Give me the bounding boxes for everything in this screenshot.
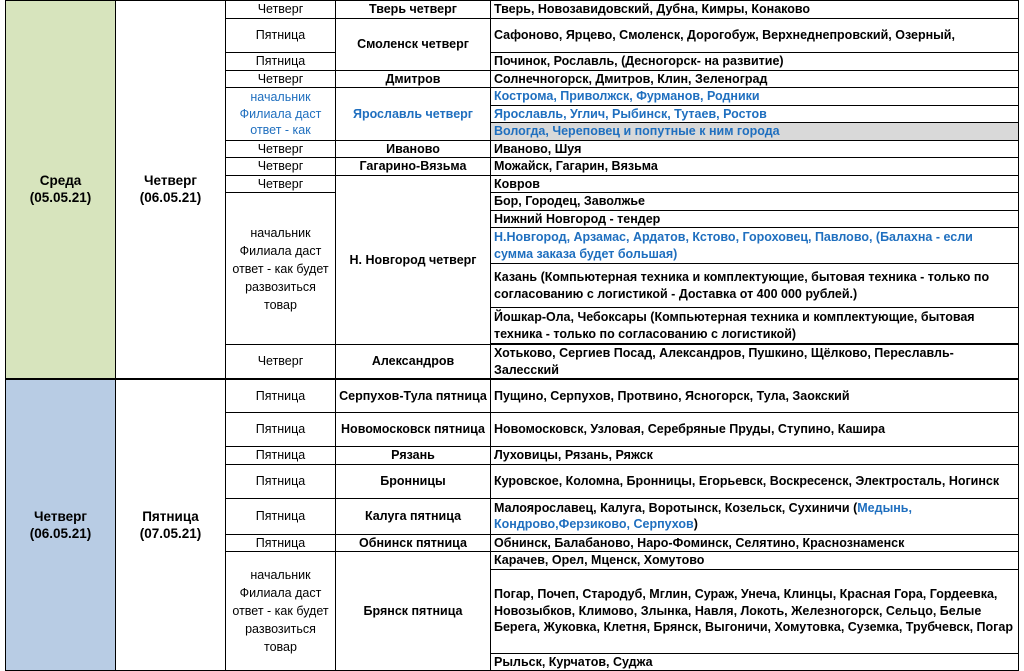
cities-cell: Новомосковск, Узловая, Серебряные Пруды, Ступино, Кашира [491, 413, 1019, 447]
delivery-schedule-table [5, 0, 1019, 671]
cities-highlight-text: Медынь, Кондрово,Ферзиково, Серпухов [494, 500, 912, 531]
route-cell: Новомосковск пятница [336, 413, 491, 447]
route-cell: Серпухов-Тула пятница [336, 379, 491, 413]
ship-cell: Пятница [226, 53, 336, 71]
cities-cell: Можайск, Гагарин, Вязьма [491, 158, 1019, 176]
order-day-label: Среда (05.05.21) [29, 173, 92, 206]
route-cell: Ярославль четверг [336, 88, 491, 141]
cities-cell: Сафоново, Ярцево, Смоленск, Дорогобуж, Верхнеднепровский, Озерный, [491, 19, 1019, 53]
cities-cell: Кострома, Приволжск, Фурманов, Родники [491, 88, 1019, 106]
route-cell: Н. Новгород четверг [336, 175, 491, 345]
ship-cell: Четверг [226, 1, 336, 19]
cities-cell: Обнинск, Балабаново, Наро-Фоминск, Селятино, Краснознаменск [491, 534, 1019, 552]
order-day-label: Четверг (06.05.21) [29, 508, 92, 541]
route-cell: Тверь четверг [336, 1, 491, 19]
cities-cell: Бор, Городец, Заволжье [491, 193, 1019, 211]
ship-cell: Четверг [226, 70, 336, 88]
route-cell: Бронницы [336, 464, 491, 498]
route-cell: Рязань [336, 447, 491, 465]
route-cell: Александров [336, 345, 491, 379]
cities-cell: Карачев, Орел, Мценск, Хомутово [491, 552, 1019, 570]
cities-cell: Ковров [491, 175, 1019, 193]
cities-cell: Рыльск, Курчатов, Суджа [491, 653, 1019, 671]
cities-text: Малоярославец, Калуга, Воротынск, Козельск, Сухиничи ( [494, 500, 858, 515]
ship-day-friday [116, 379, 226, 671]
ship-cell: начальник Филиала даст ответ - как [226, 88, 336, 141]
ship-cell: Четверг [226, 140, 336, 158]
route-cell: Обнинск пятница [336, 534, 491, 552]
order-day-thursday [6, 379, 116, 671]
cities-cell: Казань (Компьютерная техника и комплектующие, бытовая техника - только по согласованию с логистикой - Доставка от 400 000 рублей.) [491, 264, 1019, 308]
route-cell: Калуга пятница [336, 498, 491, 534]
ship-cell: Пятница [226, 464, 336, 498]
route-cell: Смоленск четверг [336, 19, 491, 71]
route-cell: Гагарино-Вязьма [336, 158, 491, 176]
ship-cell: начальник Филиала даст ответ - как будет развозиться товар [226, 193, 336, 345]
ship-cell: Четверг [226, 158, 336, 176]
cities-cell: Починок, Рославль, (Десногорск- на развитие) [491, 53, 1019, 71]
cities-cell: Ярославль, Углич, Рыбинск, Тутаев, Ростов [491, 105, 1019, 123]
cities-cell: Хотьково, Сергиев Посад, Александров, Пушкино, Щёлково, Переславль-Залесский [491, 345, 1019, 379]
ship-cell: Пятница [226, 413, 336, 447]
route-cell: Иваново [336, 140, 491, 158]
order-day-wednesday [6, 1, 116, 379]
ship-day-label: Пятница (07.05.21) [139, 508, 202, 541]
cities-cell: Йошкар-Ола, Чебоксары (Компьютерная техника и комплектующие, бытовая техника - только по согласованию с логистикой) [491, 308, 1019, 344]
cities-cell: Луховицы, Рязань, Ряжск [491, 447, 1019, 465]
cities-cell: Погар, Почеп, Стародуб, Мглин, Сураж, Унеча, Клинцы, Красная Гора, Гордеевка, Новозыбков, Климово, Злынка, Навля, Локоть, Железногорск, Сельцо, Белые Берега, Жуковка, Клетня, Брянск, Выгоничи, Хомутовка, Суземка, Трубчевск, Погар [491, 569, 1019, 653]
ship-cell: начальник Филиала даст ответ - как будет развозиться товар [226, 552, 336, 671]
cities-cell: Н.Новгород, Арзамас, Ардатов, Кстово, Гороховец, Павлово, (Балахна - если сумма заказа будет большая) [491, 228, 1019, 264]
cities-cell: Иваново, Шуя [491, 140, 1019, 158]
cities-cell [491, 498, 1019, 534]
cities-cell: Вологда, Череповец и попутные к ним города [491, 123, 1019, 141]
cities-cell: Нижний Новгород - тендер [491, 210, 1019, 228]
ship-cell: Пятница [226, 534, 336, 552]
cities-cell: Куровское, Коломна, Бронницы, Егорьевск, Воскресенск, Электросталь, Ногинск [491, 464, 1019, 498]
ship-cell: Четверг [226, 345, 336, 379]
cities-cell: Тверь, Новозавидовский, Дубна, Кимры, Конаково [491, 1, 1019, 19]
ship-cell: Пятница [226, 379, 336, 413]
ship-day-thursday [116, 1, 226, 379]
cities-cell: Солнечногорск, Дмитров, Клин, Зеленоград [491, 70, 1019, 88]
ship-cell: Четверг [226, 175, 336, 193]
ship-cell: Пятница [226, 19, 336, 53]
cities-text-end: ) [693, 517, 698, 531]
ship-cell: Пятница [226, 447, 336, 465]
ship-cell: Пятница [226, 498, 336, 534]
route-cell: Дмитров [336, 70, 491, 88]
cities-cell: Пущино, Серпухов, Протвино, Ясногорск, Тула, Заокский [491, 379, 1019, 413]
ship-day-label: Четверг (06.05.21) [139, 173, 202, 206]
route-cell: Брянск пятница [336, 552, 491, 671]
